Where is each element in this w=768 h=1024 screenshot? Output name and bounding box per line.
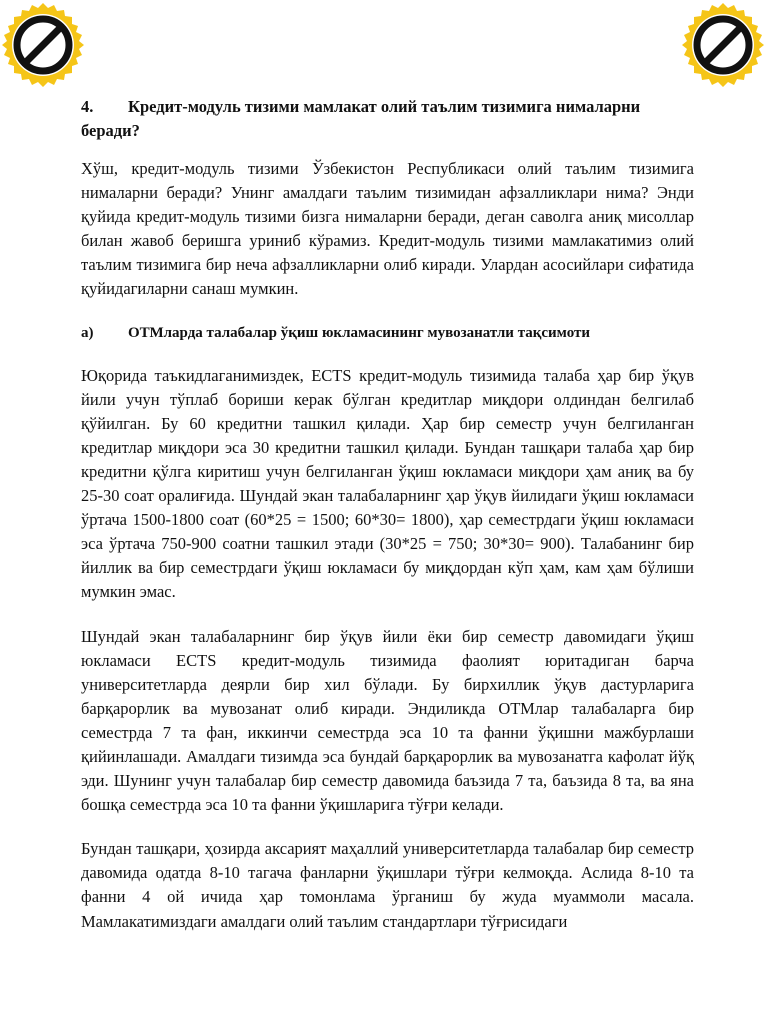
section-number: 4. xyxy=(81,97,94,116)
paragraph-2: Шундай экан талабаларнинг бир ўқув йили ёки бир семестр давомидаги ўқиш юкламаси ECTS кредит-модуль тизимида фаолият юритадиган барча университетларда деярли бир хил бўлади. Бу бирхиллик ўқув дастурларига барқарорлик ва мувозанат олиб киради. Эндиликда ОТМлар талабаларга бир семестрда 7 та фан, иккинчи семестрда эса 10 та фанни ўқишни мажбурлаши қийинлашади. Амалдаги тизимда эса бундай барқарорлик ва мувозанатга кафолат йўқ эди. Шунинг учун талабалар бир семестр давомида баъзида 7 та, баъзида 8 та, ва яна бошқа семестрда эса 10 та фанни ўқишларига тўғри келади. xyxy=(81,626,694,815)
intro-paragraph: Хўш, кредит-модуль тизими Ўзбекистон Республикаси олий таълим тизимига нималарни беради? Унинг амалдаги таълим тизимидан афзалликлари нима? Энди қуйида кредит-модуль тизими бизга нималарни беради, деган саволга аниқ мисоллар билан жавоб беришга уриниб кўрамиз. Кредит-модуль тизими мамлакатимиз олий таълим тизимига бир неча афзалликларни олиб киради. Улардан асосийлари сифатида қуйидагиларни санаш мумкин. xyxy=(81,159,694,299)
section-title: Кредит-модуль тизими мамлакат олий таълим тизимига нималарни беради? xyxy=(81,97,641,140)
subsection-title: ОТМларда талабалар ўқиш юкламасининг мувозанатли тақсимоти xyxy=(128,324,591,341)
prohibited-icon xyxy=(680,2,766,88)
paragraph-1: Юқорида таъкидлаганимиздек, ECTS кредит-модуль тизимида талаба ҳар бир ўқув йили учун тўплаб бориши керак бўлган кредитлар миқдори олдиндан белгилаб қўйилган. Бу 60 кредитни ташкил қилади. Ҳар бир семестр учун белгиланган кредитлар миқдори эса 30 кредитни ташкил қилади. Бундан ташқари талаба ҳар бир кредитни қўлга киритиш учун белгиланган ўқиш юкламаси миқдори ҳам аниқ ва бу 25-30 соат оралиғида. Шундай экан талабаларнинг ҳар ўқув йилидаги ўқиш юкламаси ўртача 1500-1800 соат (60*25 = 1500; 60*30= 1800), ҳар семестрдаги ўқиш юкламаси эса ўртача 750-900 соатни ташкил этади (30*25 = 750; 30*30= 900). Талабанинг бир йиллик ва бир семестрдаги ўқиш юкламаси бу миқдордан кўп ҳам, кам ҳам бўлиши мумкин эмас. xyxy=(81,365,694,602)
subsection-heading xyxy=(81,322,694,344)
section-heading xyxy=(81,95,694,143)
subsection-label: а) xyxy=(81,324,94,341)
prohibited-icon xyxy=(0,2,86,88)
document-body xyxy=(81,95,694,954)
paragraph-3: Бундан ташқари, ҳозирда аксарият маҳаллий университетларда талабалар бир семестр давомида одатда 8-10 тагача фанларни ўқишлари тўғри келмоқда. Аслида 8-10 та фанни 4 ой ичида ҳар томонлама ўрганиш бу жуда муаммоли масала. Мамлакатимиздаги амалдаги олий таълим стандартлари тўғрисидаги xyxy=(81,839,694,931)
